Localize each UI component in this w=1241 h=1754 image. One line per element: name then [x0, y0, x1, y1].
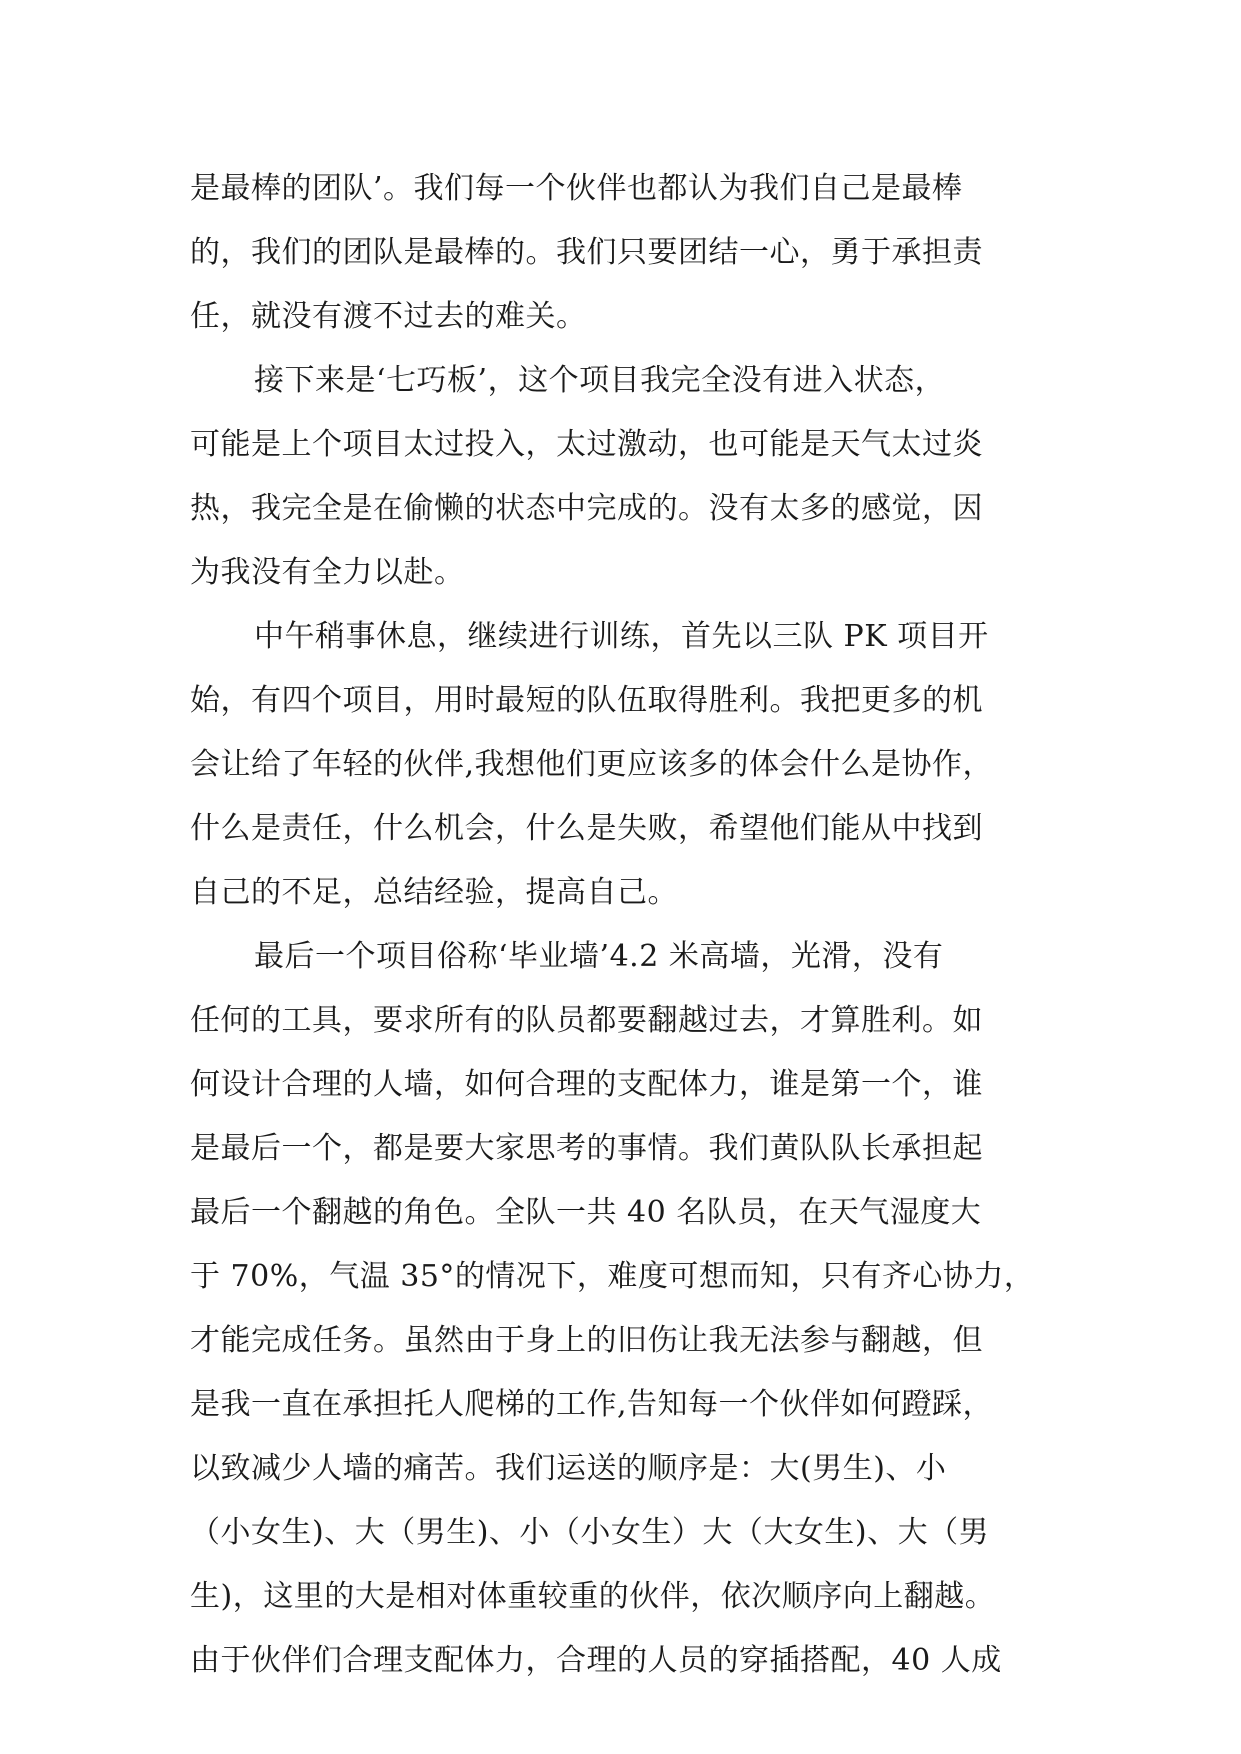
- text-line: 以致减少人墙的痛苦。我们运送的顺序是：大(男生)、小: [190, 1451, 947, 1486]
- text-line: 任，就没有渡不过去的难关。: [190, 299, 587, 334]
- text-line: 于 70%，气温 35°的情况下，难度可想而知，只有齐心协力，: [190, 1259, 1035, 1294]
- text-line: 始，有四个项目，用时最短的队伍取得胜利。我把更多的机: [190, 683, 983, 718]
- paragraph-first-line: 中午稍事休息，继续进行训练，首先以三队 PK 项目开: [254, 619, 989, 654]
- text-line: 是最后一个，都是要大家思考的事情。我们黄队队长承担起: [190, 1131, 983, 1166]
- text-line: 会让给了年轻的伙伴,我想他们更应该多的体会什么是协作，: [190, 747, 994, 782]
- text-line: 什么是责任，什么机会，什么是失败，希望他们能从中找到: [190, 811, 983, 846]
- text-line: 何设计合理的人墙，如何合理的支配体力，谁是第一个，谁: [190, 1067, 983, 1102]
- text-line: 自己的不足，总结经验，提高自己。: [190, 875, 678, 910]
- text-line: （小女生)、大（男生)、小（小女生）大（大女生)、大（男: [190, 1515, 990, 1550]
- paragraph-first-line: 最后一个项目俗称‘毕业墙’4.2 米高墙，光滑，没有: [254, 939, 944, 974]
- text-line: 的，我们的团队是最棒的。我们只要团结一心，勇于承担责: [190, 235, 983, 270]
- text-line: 生)，这里的大是相对体重较重的伙伴，依次顺序向上翻越。: [190, 1579, 996, 1614]
- text-line: 为我没有全力以赴。: [190, 555, 465, 590]
- paragraph-first-line: 接下来是‘七巧板’，这个项目我完全没有进入状态，: [254, 363, 946, 398]
- body-text: [190, 157, 1070, 1693]
- text-line: 任何的工具，要求所有的队员都要翻越过去，才算胜利。如: [190, 1003, 983, 1038]
- text-line: 由于伙伴们合理支配体力，合理的人员的穿插搭配，40 人成: [190, 1643, 1002, 1678]
- text-line: 热，我完全是在偷懒的状态中完成的。没有太多的感觉，因: [190, 491, 983, 526]
- text-line: 最后一个翻越的角色。全队一共 40 名队员，在天气湿度大: [190, 1195, 982, 1230]
- text-line: 可能是上个项目太过投入，太过激动，也可能是天气太过炎: [190, 427, 983, 462]
- text-line: 是最棒的团队’。我们每一个伙伴也都认为我们自己是最棒: [190, 171, 963, 206]
- text-line: 是我一直在承担托人爬梯的工作,告知每一个伙伴如何蹬踩，: [190, 1387, 994, 1422]
- text-line: 才能完成任务。虽然由于身上的旧伤让我无法参与翻越，但: [190, 1323, 983, 1358]
